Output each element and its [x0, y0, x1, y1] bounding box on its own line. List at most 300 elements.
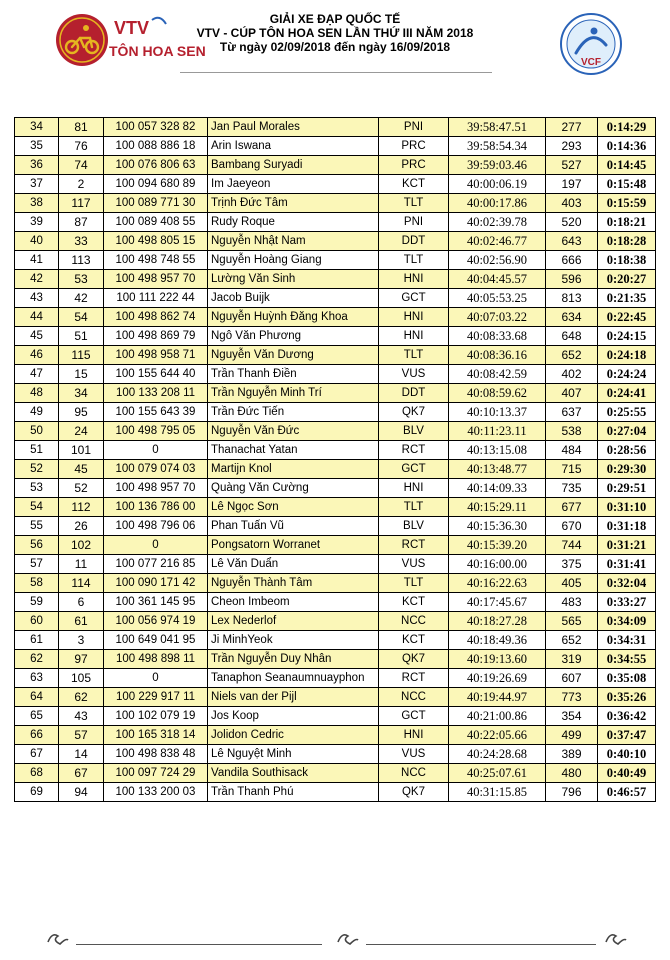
points-cell: 480 — [546, 764, 598, 783]
time-gap-cell: 0:35:26 — [598, 688, 656, 707]
team-code-cell: KCT — [379, 631, 449, 650]
uci-id-cell: 100 498 796 06 — [104, 517, 208, 536]
bib-cell: 11 — [59, 555, 104, 574]
rider-name-cell: Jolidon Cedric — [208, 726, 379, 745]
rank-cell: 48 — [15, 384, 59, 403]
uci-id-cell: 100 155 644 40 — [104, 365, 208, 384]
total-time-cell: 39:58:47.51 — [449, 118, 546, 137]
bib-cell: 102 — [59, 536, 104, 555]
table-row — [15, 213, 656, 232]
rank-cell: 50 — [15, 422, 59, 441]
rank-cell: 43 — [15, 289, 59, 308]
table-row — [15, 650, 656, 669]
rank-cell: 34 — [15, 118, 59, 137]
uci-id-cell: 100 088 886 18 — [104, 137, 208, 156]
table-row — [15, 137, 656, 156]
total-time-cell: 40:15:29.11 — [449, 498, 546, 517]
rank-cell: 42 — [15, 270, 59, 289]
points-cell: 483 — [546, 593, 598, 612]
team-code-cell: HNI — [379, 270, 449, 289]
table-row — [15, 764, 656, 783]
points-cell: 197 — [546, 175, 598, 194]
total-time-cell: 40:31:15.85 — [449, 783, 546, 802]
points-cell: 520 — [546, 213, 598, 232]
total-time-cell: 40:08:42.59 — [449, 365, 546, 384]
rank-cell: 67 — [15, 745, 59, 764]
rider-name-cell: Nguyễn Hoàng Giang — [208, 251, 379, 270]
points-cell: 405 — [546, 574, 598, 593]
rider-name-cell: Im Jaeyeon — [208, 175, 379, 194]
team-code-cell: KCT — [379, 175, 449, 194]
total-time-cell: 40:18:49.36 — [449, 631, 546, 650]
uci-id-cell: 0 — [104, 536, 208, 555]
header-line-2: VTV - CÚP TÔN HOA SEN LẦN THỨ III NĂM 2018 — [196, 26, 474, 40]
points-cell: 277 — [546, 118, 598, 137]
points-cell: 634 — [546, 308, 598, 327]
points-cell: 773 — [546, 688, 598, 707]
time-gap-cell: 0:14:29 — [598, 118, 656, 137]
bib-cell: 67 — [59, 764, 104, 783]
bib-cell: 101 — [59, 441, 104, 460]
table-row — [15, 270, 656, 289]
team-code-cell: TLT — [379, 251, 449, 270]
rider-name-cell: Nguyễn Huỳnh Đăng Khoa — [208, 308, 379, 327]
time-gap-cell: 0:37:47 — [598, 726, 656, 745]
cyclist-icon — [334, 928, 362, 948]
rider-name-cell: Ngô Văn Phương — [208, 327, 379, 346]
points-cell: 527 — [546, 156, 598, 175]
uci-id-cell: 100 097 724 29 — [104, 764, 208, 783]
time-gap-cell: 0:14:45 — [598, 156, 656, 175]
total-time-cell: 40:00:06.19 — [449, 175, 546, 194]
rank-cell: 65 — [15, 707, 59, 726]
team-code-cell: PNI — [379, 118, 449, 137]
team-code-cell: NCC — [379, 764, 449, 783]
time-gap-cell: 0:24:18 — [598, 346, 656, 365]
time-gap-cell: 0:18:28 — [598, 232, 656, 251]
points-cell: 389 — [546, 745, 598, 764]
time-gap-cell: 0:15:59 — [598, 194, 656, 213]
uci-id-cell: 100 089 408 55 — [104, 213, 208, 232]
uci-id-cell: 100 229 917 11 — [104, 688, 208, 707]
points-cell: 319 — [546, 650, 598, 669]
bib-cell: 114 — [59, 574, 104, 593]
uci-id-cell: 100 498 838 48 — [104, 745, 208, 764]
rider-name-cell: Jos Koop — [208, 707, 379, 726]
rider-name-cell: Nguyễn Văn Đức — [208, 422, 379, 441]
uci-id-cell: 100 498 748 55 — [104, 251, 208, 270]
uci-id-cell: 100 077 216 85 — [104, 555, 208, 574]
time-gap-cell: 0:28:56 — [598, 441, 656, 460]
time-gap-cell: 0:31:41 — [598, 555, 656, 574]
header-line-3: Từ ngày 02/09/2018 đến ngày 16/09/2018 — [219, 40, 451, 54]
rank-cell: 57 — [15, 555, 59, 574]
time-gap-cell: 0:18:38 — [598, 251, 656, 270]
team-code-cell: HNI — [379, 327, 449, 346]
points-cell: 744 — [546, 536, 598, 555]
bib-cell: 45 — [59, 460, 104, 479]
points-cell: 652 — [546, 631, 598, 650]
team-code-cell: HNI — [379, 479, 449, 498]
bib-cell: 51 — [59, 327, 104, 346]
bib-cell: 76 — [59, 137, 104, 156]
team-code-cell: VUS — [379, 555, 449, 574]
rider-name-cell: Rudy Roque — [208, 213, 379, 232]
time-gap-cell: 0:29:51 — [598, 479, 656, 498]
total-time-cell: 40:19:13.60 — [449, 650, 546, 669]
bib-cell: 117 — [59, 194, 104, 213]
bib-cell: 6 — [59, 593, 104, 612]
team-code-cell: GCT — [379, 289, 449, 308]
rider-name-cell: Bambang Suryadi — [208, 156, 379, 175]
total-time-cell: 40:18:27.28 — [449, 612, 546, 631]
header-line-1: GIẢI XE ĐẠP QUỐC TẾ — [269, 12, 401, 26]
table-row — [15, 631, 656, 650]
table-row — [15, 346, 656, 365]
team-code-cell: PRC — [379, 137, 449, 156]
points-cell: 596 — [546, 270, 598, 289]
total-time-cell: 40:22:05.66 — [449, 726, 546, 745]
rider-name-cell: Phan Tuấn Vũ — [208, 517, 379, 536]
total-time-cell: 40:00:17.86 — [449, 194, 546, 213]
uci-id-cell: 100 056 974 19 — [104, 612, 208, 631]
rider-name-cell: Nguyễn Nhật Nam — [208, 232, 379, 251]
time-gap-cell: 0:24:15 — [598, 327, 656, 346]
rank-cell: 40 — [15, 232, 59, 251]
rank-cell: 61 — [15, 631, 59, 650]
signature-line — [76, 944, 322, 945]
total-time-cell: 40:14:09.33 — [449, 479, 546, 498]
table-row — [15, 441, 656, 460]
bib-cell: 94 — [59, 783, 104, 802]
team-code-cell: DDT — [379, 384, 449, 403]
team-code-cell: QK7 — [379, 403, 449, 422]
uci-id-cell: 100 649 041 95 — [104, 631, 208, 650]
bib-cell: 42 — [59, 289, 104, 308]
rider-name-cell: Lê Ngọc Sơn — [208, 498, 379, 517]
document-header — [180, 12, 490, 54]
bib-cell: 105 — [59, 669, 104, 688]
table-row — [15, 612, 656, 631]
rank-cell: 37 — [15, 175, 59, 194]
time-gap-cell: 0:34:09 — [598, 612, 656, 631]
total-time-cell: 40:04:45.57 — [449, 270, 546, 289]
uci-id-cell: 100 498 957 70 — [104, 270, 208, 289]
bib-cell: 15 — [59, 365, 104, 384]
bib-cell: 52 — [59, 479, 104, 498]
time-gap-cell: 0:40:10 — [598, 745, 656, 764]
time-gap-cell: 0:36:42 — [598, 707, 656, 726]
uci-id-cell: 100 102 079 19 — [104, 707, 208, 726]
points-cell: 403 — [546, 194, 598, 213]
table-row — [15, 194, 656, 213]
table-row — [15, 175, 656, 194]
bib-cell: 26 — [59, 517, 104, 536]
bib-cell: 95 — [59, 403, 104, 422]
rider-name-cell: Niels van der Pijl — [208, 688, 379, 707]
rider-name-cell: Lex Nederlof — [208, 612, 379, 631]
team-code-cell: KCT — [379, 593, 449, 612]
points-cell: 670 — [546, 517, 598, 536]
rider-name-cell: Trần Đức Tiến — [208, 403, 379, 422]
team-code-cell: GCT — [379, 460, 449, 479]
table-row — [15, 232, 656, 251]
table-row — [15, 479, 656, 498]
points-cell: 402 — [546, 365, 598, 384]
table-row — [15, 384, 656, 403]
points-cell: 354 — [546, 707, 598, 726]
total-time-cell: 39:59:03.46 — [449, 156, 546, 175]
rider-name-cell: Arin Iswana — [208, 137, 379, 156]
rank-cell: 62 — [15, 650, 59, 669]
rank-cell: 38 — [15, 194, 59, 213]
uci-id-cell: 100 498 862 74 — [104, 308, 208, 327]
rider-name-cell: Pongsatorn Worranet — [208, 536, 379, 555]
rank-cell: 58 — [15, 574, 59, 593]
total-time-cell: 40:15:39.20 — [449, 536, 546, 555]
rank-cell: 41 — [15, 251, 59, 270]
total-time-cell: 40:05:53.25 — [449, 289, 546, 308]
points-cell: 715 — [546, 460, 598, 479]
table-row — [15, 536, 656, 555]
rank-cell: 63 — [15, 669, 59, 688]
bib-cell: 113 — [59, 251, 104, 270]
uci-id-cell: 100 089 771 30 — [104, 194, 208, 213]
table-row — [15, 707, 656, 726]
total-time-cell: 40:08:59.62 — [449, 384, 546, 403]
team-code-cell: RCT — [379, 441, 449, 460]
time-gap-cell: 0:15:48 — [598, 175, 656, 194]
time-gap-cell: 0:25:55 — [598, 403, 656, 422]
uci-id-cell: 100 111 222 44 — [104, 289, 208, 308]
rank-cell: 45 — [15, 327, 59, 346]
team-code-cell: PRC — [379, 156, 449, 175]
rider-name-cell: Jan Paul Morales — [208, 118, 379, 137]
uci-id-cell: 100 498 898 11 — [104, 650, 208, 669]
table-row — [15, 251, 656, 270]
total-time-cell: 40:25:07.61 — [449, 764, 546, 783]
table-row — [15, 593, 656, 612]
vcf-logo-text: VCF — [581, 57, 601, 68]
rank-cell: 59 — [15, 593, 59, 612]
rider-name-cell: Ji MinhYeok — [208, 631, 379, 650]
table-row — [15, 688, 656, 707]
total-time-cell: 40:17:45.67 — [449, 593, 546, 612]
rank-cell: 69 — [15, 783, 59, 802]
team-code-cell: HNI — [379, 308, 449, 327]
rider-name-cell: Jacob Buijk — [208, 289, 379, 308]
team-code-cell: PNI — [379, 213, 449, 232]
team-code-cell: VUS — [379, 745, 449, 764]
uci-id-cell: 100 057 328 82 — [104, 118, 208, 137]
time-gap-cell: 0:35:08 — [598, 669, 656, 688]
uci-id-cell: 100 498 795 05 — [104, 422, 208, 441]
table-row — [15, 118, 656, 137]
total-time-cell: 40:02:56.90 — [449, 251, 546, 270]
points-cell: 677 — [546, 498, 598, 517]
rider-name-cell: Lê Nguyệt Minh — [208, 745, 379, 764]
rank-cell: 39 — [15, 213, 59, 232]
total-time-cell: 40:19:26.69 — [449, 669, 546, 688]
total-time-cell: 40:16:00.00 — [449, 555, 546, 574]
rank-cell: 49 — [15, 403, 59, 422]
points-cell: 643 — [546, 232, 598, 251]
bib-cell: 24 — [59, 422, 104, 441]
time-gap-cell: 0:22:45 — [598, 308, 656, 327]
rider-name-cell: Lê Văn Duẩn — [208, 555, 379, 574]
team-code-cell: HNI — [379, 726, 449, 745]
rank-cell: 53 — [15, 479, 59, 498]
table-row — [15, 517, 656, 536]
total-time-cell: 40:10:13.37 — [449, 403, 546, 422]
bib-cell: 53 — [59, 270, 104, 289]
time-gap-cell: 0:24:24 — [598, 365, 656, 384]
bib-cell: 54 — [59, 308, 104, 327]
bib-cell: 43 — [59, 707, 104, 726]
rank-cell: 35 — [15, 137, 59, 156]
points-cell: 484 — [546, 441, 598, 460]
time-gap-cell: 0:32:04 — [598, 574, 656, 593]
points-cell: 637 — [546, 403, 598, 422]
uci-id-cell: 100 094 680 89 — [104, 175, 208, 194]
results-table — [14, 117, 656, 802]
time-gap-cell: 0:18:21 — [598, 213, 656, 232]
points-cell: 499 — [546, 726, 598, 745]
uci-id-cell: 100 133 208 11 — [104, 384, 208, 403]
uci-id-cell: 100 361 145 95 — [104, 593, 208, 612]
cyclist-icon — [44, 928, 72, 948]
rank-cell: 56 — [15, 536, 59, 555]
total-time-cell: 40:19:44.97 — [449, 688, 546, 707]
points-cell: 375 — [546, 555, 598, 574]
time-gap-cell: 0:21:35 — [598, 289, 656, 308]
uci-id-cell: 0 — [104, 669, 208, 688]
team-code-cell: GCT — [379, 707, 449, 726]
points-cell: 813 — [546, 289, 598, 308]
table-row — [15, 156, 656, 175]
total-time-cell: 40:08:36.16 — [449, 346, 546, 365]
team-code-cell: TLT — [379, 194, 449, 213]
total-time-cell: 40:24:28.68 — [449, 745, 546, 764]
total-time-cell: 40:11:23.11 — [449, 422, 546, 441]
uci-id-cell: 100 165 318 14 — [104, 726, 208, 745]
total-time-cell: 40:13:15.08 — [449, 441, 546, 460]
uci-id-cell: 100 155 643 39 — [104, 403, 208, 422]
cyclist-icon — [602, 928, 630, 948]
team-code-cell: RCT — [379, 669, 449, 688]
bib-cell: 61 — [59, 612, 104, 631]
rider-name-cell: Lường Văn Sinh — [208, 270, 379, 289]
table-row — [15, 745, 656, 764]
time-gap-cell: 0:33:27 — [598, 593, 656, 612]
total-time-cell: 40:02:46.77 — [449, 232, 546, 251]
rank-cell: 51 — [15, 441, 59, 460]
uci-id-cell: 100 133 200 03 — [104, 783, 208, 802]
rank-cell: 54 — [15, 498, 59, 517]
bib-cell: 74 — [59, 156, 104, 175]
total-time-cell: 40:08:33.68 — [449, 327, 546, 346]
rank-cell: 52 — [15, 460, 59, 479]
team-code-cell: TLT — [379, 574, 449, 593]
time-gap-cell: 0:29:30 — [598, 460, 656, 479]
total-time-cell: 40:13:48.77 — [449, 460, 546, 479]
total-time-cell: 40:15:36.30 — [449, 517, 546, 536]
rank-cell: 47 — [15, 365, 59, 384]
total-time-cell: 40:02:39.78 — [449, 213, 546, 232]
total-time-cell: 40:21:00.86 — [449, 707, 546, 726]
team-code-cell: DDT — [379, 232, 449, 251]
table-row — [15, 289, 656, 308]
table-row — [15, 574, 656, 593]
uci-id-cell: 100 498 869 79 — [104, 327, 208, 346]
rank-cell: 68 — [15, 764, 59, 783]
rider-name-cell: Trần Nguyễn Minh Trí — [208, 384, 379, 403]
table-row — [15, 308, 656, 327]
bib-cell: 33 — [59, 232, 104, 251]
signature-line — [366, 944, 596, 945]
team-code-cell: VUS — [379, 365, 449, 384]
team-code-cell: RCT — [379, 536, 449, 555]
uci-id-cell: 100 076 806 63 — [104, 156, 208, 175]
rider-name-cell: Trần Thanh Điền — [208, 365, 379, 384]
total-time-cell: 40:07:03.22 — [449, 308, 546, 327]
time-gap-cell: 0:27:04 — [598, 422, 656, 441]
rider-name-cell: Martijn Knol — [208, 460, 379, 479]
header-divider — [180, 72, 492, 73]
rider-name-cell: Cheon Imbeom — [208, 593, 379, 612]
points-cell: 648 — [546, 327, 598, 346]
rank-cell: 60 — [15, 612, 59, 631]
vcf-logo — [560, 13, 622, 75]
points-cell: 565 — [546, 612, 598, 631]
rider-name-cell: Vandila Southisack — [208, 764, 379, 783]
rider-name-cell: Trần Nguyễn Duy Nhân — [208, 650, 379, 669]
bib-cell: 34 — [59, 384, 104, 403]
points-cell: 666 — [546, 251, 598, 270]
points-cell: 735 — [546, 479, 598, 498]
bib-cell: 62 — [59, 688, 104, 707]
bib-cell: 57 — [59, 726, 104, 745]
rider-name-cell: Trịnh Đức Tâm — [208, 194, 379, 213]
table-row — [15, 555, 656, 574]
table-row — [15, 669, 656, 688]
uci-id-cell: 0 — [104, 441, 208, 460]
time-gap-cell: 0:40:49 — [598, 764, 656, 783]
table-row — [15, 365, 656, 384]
bib-cell: 97 — [59, 650, 104, 669]
bib-cell: 115 — [59, 346, 104, 365]
table-row — [15, 783, 656, 802]
team-code-cell: TLT — [379, 498, 449, 517]
logo-text: TÔN HOA SEN — [109, 43, 206, 59]
bib-cell: 2 — [59, 175, 104, 194]
points-cell: 652 — [546, 346, 598, 365]
table-row — [15, 726, 656, 745]
table-row — [15, 422, 656, 441]
total-time-cell: 40:16:22.63 — [449, 574, 546, 593]
uci-id-cell: 100 136 786 00 — [104, 498, 208, 517]
rider-name-cell: Nguyễn Văn Dương — [208, 346, 379, 365]
time-gap-cell: 0:20:27 — [598, 270, 656, 289]
rank-cell: 66 — [15, 726, 59, 745]
rider-name-cell: Quàng Văn Cường — [208, 479, 379, 498]
rider-name-cell: Thanachat Yatan — [208, 441, 379, 460]
table-row — [15, 460, 656, 479]
rank-cell: 44 — [15, 308, 59, 327]
logo-brand: VTV — [114, 18, 150, 38]
time-gap-cell: 0:46:57 — [598, 783, 656, 802]
team-code-cell: TLT — [379, 346, 449, 365]
